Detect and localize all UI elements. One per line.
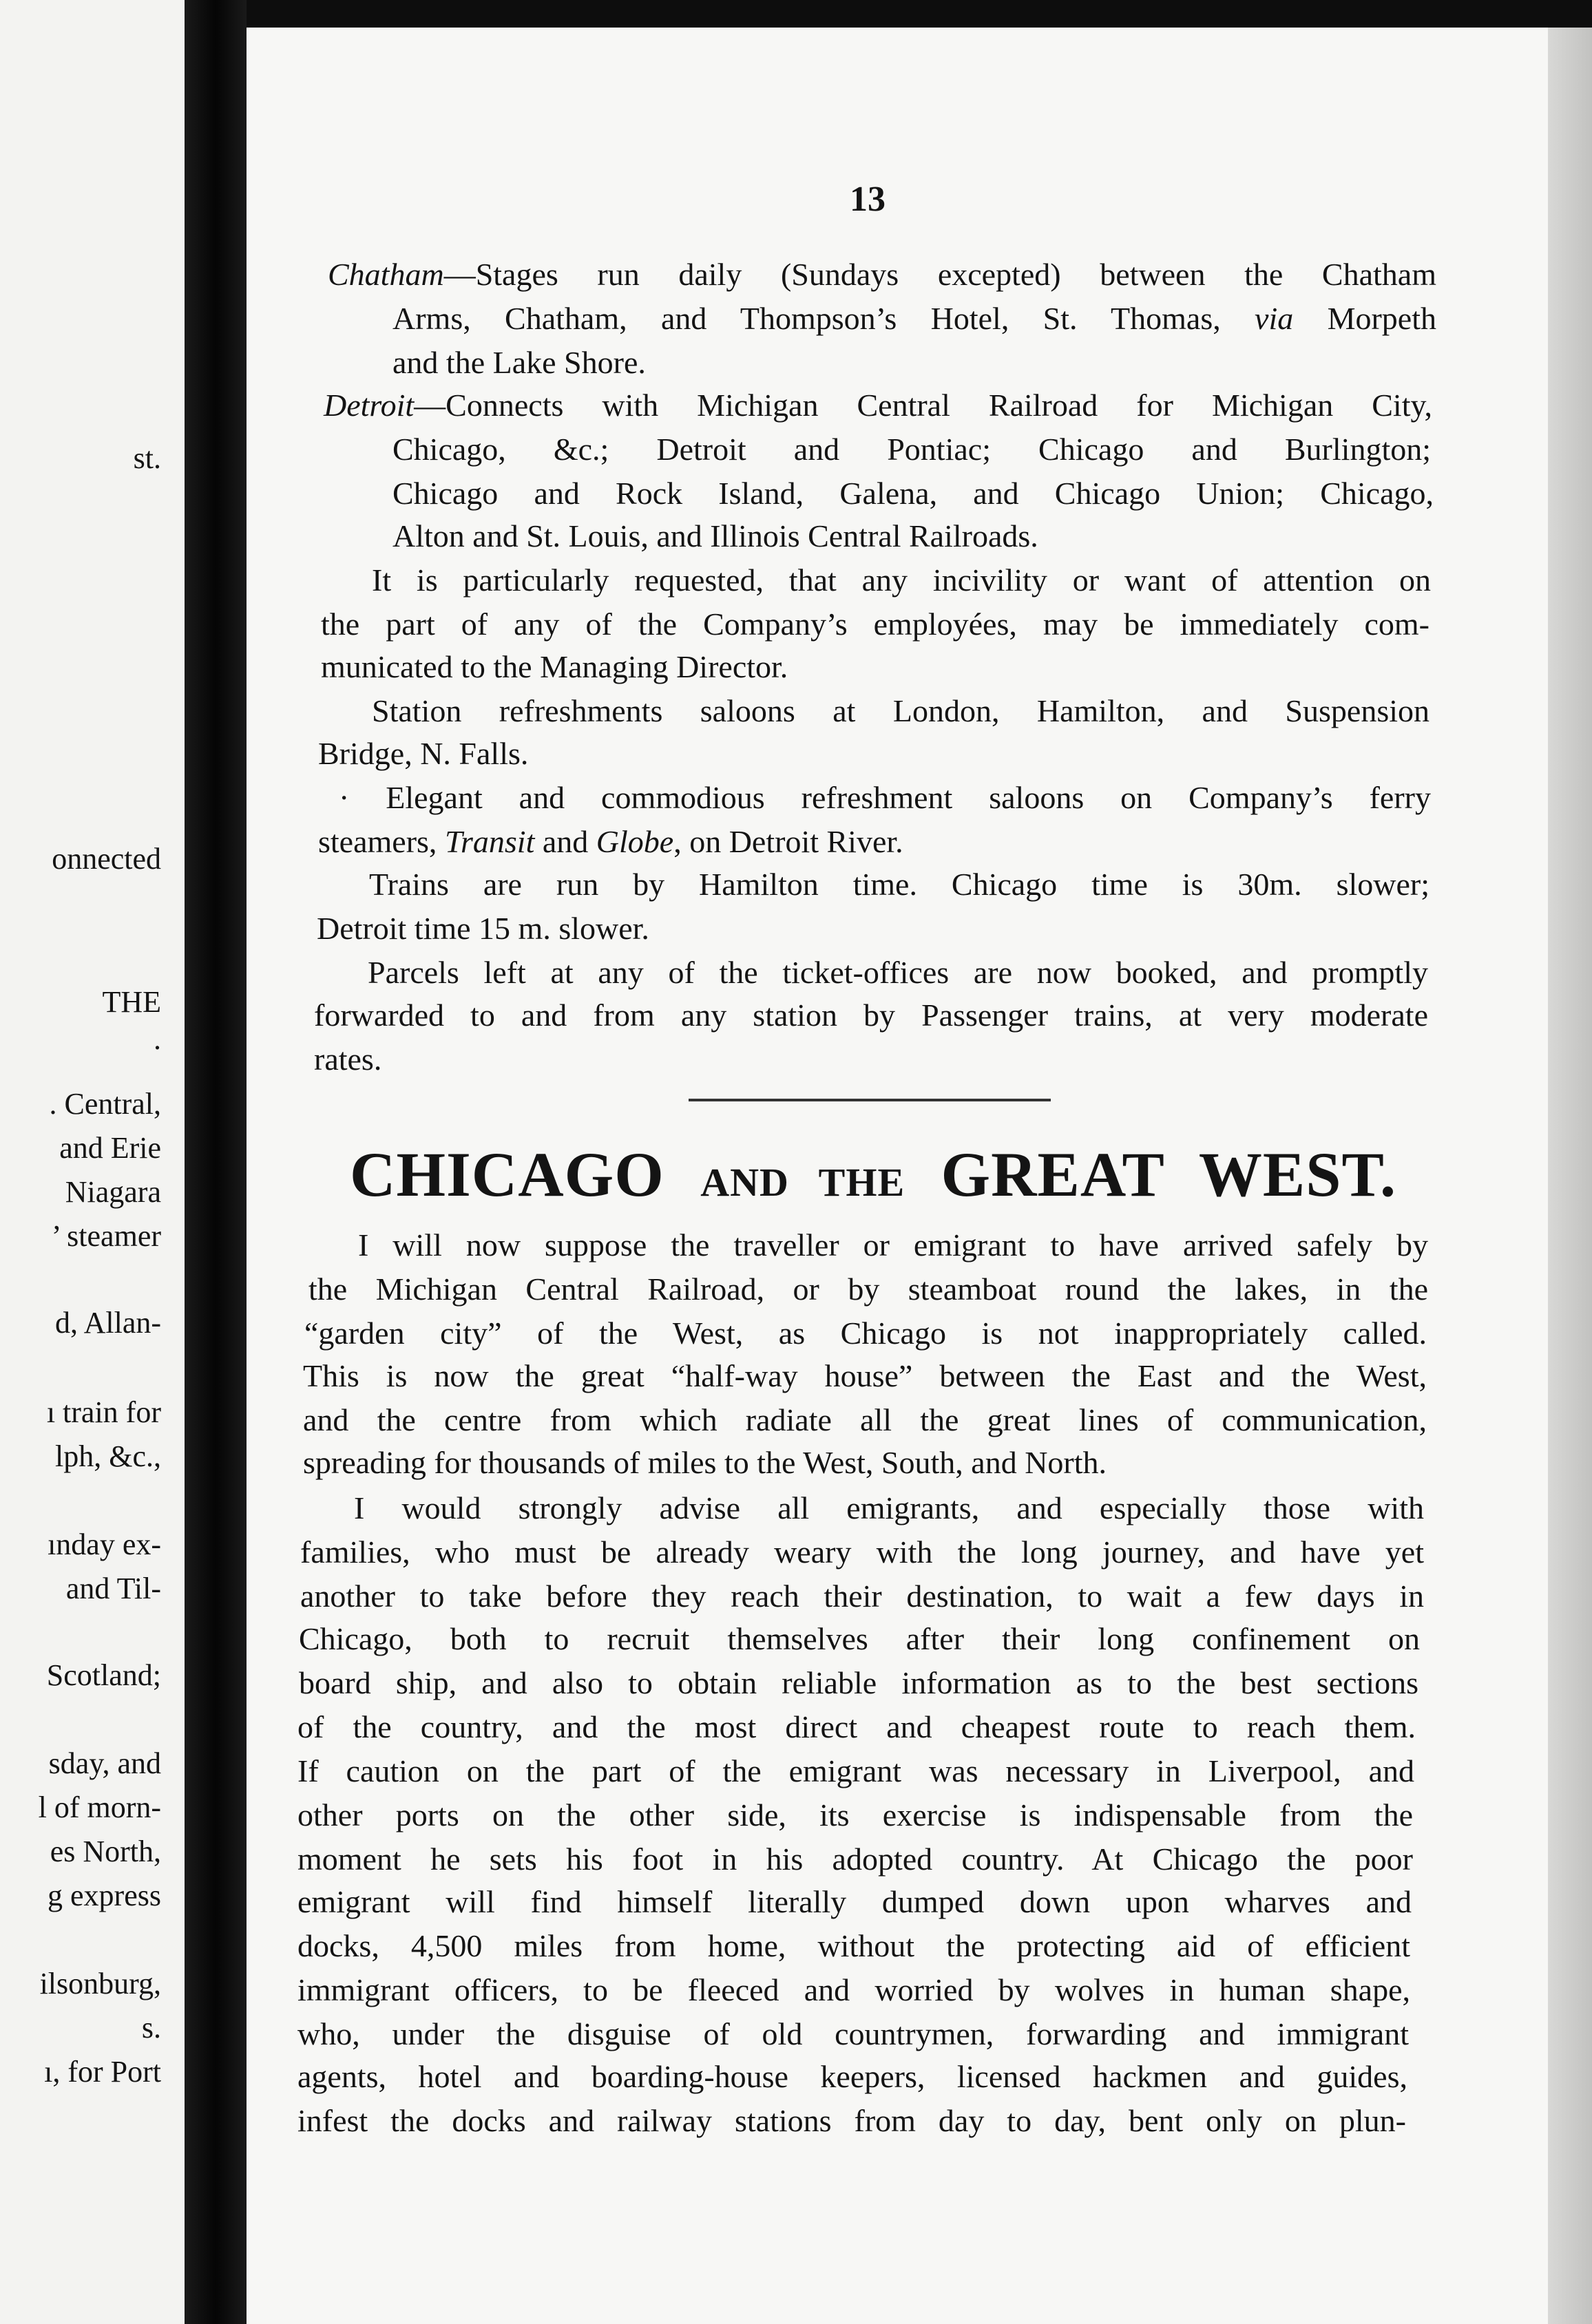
paragraph-line: moment he sets his foot in his adopted country. At Chicago the poor: [297, 1841, 1413, 1877]
paragraph-line: docks, 4,500 miles from home, without the protecting aid of efficient: [297, 1928, 1410, 1963]
left-fragment-line: g express: [48, 1879, 161, 1912]
paragraph-line: “garden city” of the West, as Chicago is not inappropriately called.: [304, 1316, 1427, 1351]
left-fragment-line: ı train for: [46, 1395, 161, 1429]
paragraph-line: the Michigan Central Railroad, or by steamboat round the lakes, in the: [308, 1271, 1428, 1307]
left-fragment-line: and Erie: [59, 1131, 161, 1165]
notice-line: Parcels left at any of the ticket-offices are now booked, and promptly: [368, 955, 1428, 990]
book-gutter: [185, 0, 247, 2324]
chatham-line-1: Chatham—Stages run daily (Sundays excepted) between the Chatham: [328, 257, 1436, 292]
notice-line: Station refreshments saloons at London, Hamilton, and Suspension: [372, 693, 1429, 728]
notice-line: the part of any of the Company’s employées, may be immediately com-: [321, 606, 1429, 642]
notice-line: It is particularly requested, that any incivility or want of attention on: [372, 562, 1431, 598]
chatham-label: Chatham: [328, 257, 444, 292]
notice-line: · Elegant and commodious refreshment saloons on Company’s ferry: [339, 780, 1431, 815]
paragraph-line: I would strongly advise all emigrants, and especially those with: [354, 1490, 1424, 1525]
left-fragment-line: ’ steamer: [51, 1219, 161, 1253]
section-divider: [689, 1099, 1051, 1101]
detroit-line-4: Alton and St. Louis, and Illinois Central Railroads.: [392, 518, 1038, 553]
notice-line: forwarded to and from any station by Passenger trains, at very moderate: [314, 997, 1428, 1033]
paragraph-line: who, under the disguise of old countrymen, forwarding and immigrant: [297, 2016, 1409, 2051]
chatham-line-3: and the Lake Shore.: [392, 345, 646, 380]
notice-line: Detroit time 15 m. slower.: [317, 911, 649, 946]
left-fragment-line: onnected: [52, 842, 161, 876]
chapter-heading: CHICAGO AND THE GREAT WEST.: [350, 1139, 1396, 1209]
detroit-line-2: Chicago, &c.; Detroit and Pontiac; Chicago and Burlington;: [392, 432, 1431, 467]
detroit-line-3: Chicago and Rock Island, Galena, and Chicago Union; Chicago,: [392, 476, 1434, 511]
detroit-label: Detroit: [324, 388, 415, 423]
paragraph-line: of the country, and the most direct and cheapest route to reach them.: [297, 1709, 1416, 1744]
page-number: 13: [850, 180, 886, 219]
paragraph-line: agents, hotel and boarding-house keepers, licensed hackmen and guides,: [297, 2059, 1407, 2094]
chatham-line-2: Arms, Chatham, and Thompson’s Hotel, St. Thomas, via Morpeth: [392, 301, 1436, 336]
paragraph-line: infest the docks and railway stations from day to day, bent only on plun-: [297, 2103, 1406, 2138]
left-fragment-line: l of morn-: [38, 1790, 161, 1824]
left-fragment-line: lph, &c.,: [55, 1439, 161, 1473]
left-fragment-line: Scotland;: [46, 1658, 161, 1692]
paragraph-line: spreading for thousands of miles to the West, South, and North.: [303, 1445, 1107, 1480]
left-page-fragment: [0, 0, 185, 2324]
left-fragment-line: ilsonburg,: [39, 1967, 161, 2000]
paragraph-line: If caution on the part of the emigrant was necessary in Liverpool, and: [297, 1753, 1414, 1788]
left-fragment-line: .: [154, 1022, 161, 1056]
paragraph-line: This is now the great “half-way house” between the East and the West,: [303, 1358, 1427, 1393]
left-fragment-line: ı, for Port: [44, 2055, 161, 2089]
left-fragment-line: sday, and: [48, 1746, 161, 1780]
notice-line: steamers, Transit and Globe, on Detroit River.: [318, 824, 903, 859]
left-fragment-line: d, Allan-: [55, 1306, 161, 1340]
paragraph-line: I will now suppose the traveller or emigrant to have arrived safely by: [358, 1227, 1428, 1263]
left-fragment-line: ınday ex-: [48, 1528, 161, 1561]
paragraph-line: families, who must be already weary with the long journey, and have yet: [300, 1534, 1424, 1570]
left-fragment-line: and Til-: [65, 1572, 161, 1605]
notice-line: Bridge, N. Falls.: [318, 736, 529, 771]
paragraph-line: another to take before they reach their destination, to wait a few days in: [300, 1578, 1424, 1614]
paragraph-line: board ship, and also to obtain reliable information as to the best sections: [299, 1665, 1418, 1700]
paragraph-line: other ports on the other side, its exercise is indispensable from the: [297, 1797, 1413, 1832]
paragraph-line: emigrant will find himself literally dumped down upon wharves and: [297, 1884, 1412, 1919]
left-fragment-line: Niagara: [65, 1175, 161, 1209]
notice-line: Trains are run by Hamilton time. Chicago time is 30m. slower;: [369, 867, 1429, 902]
left-fragment-line: THE: [102, 985, 161, 1019]
paragraph-line: Chicago, both to recruit themselves after their long confinement on: [299, 1621, 1420, 1656]
paragraph-line: immigrant officers, to be fleeced and worried by wolves in human shape,: [297, 1972, 1410, 2007]
left-fragment-line: st.: [133, 441, 161, 475]
left-fragment-line: s.: [141, 2011, 161, 2045]
left-fragment-line: . Central,: [49, 1087, 161, 1121]
notice-line: rates.: [314, 1042, 382, 1077]
notice-line: municated to the Managing Director.: [321, 649, 788, 684]
left-fragment-line: es North,: [50, 1835, 161, 1868]
paragraph-line: and the centre from which radiate all the great lines of communication,: [303, 1402, 1427, 1437]
page-edge: [1548, 28, 1592, 2324]
detroit-line-1: Detroit—Connects with Michigan Central Railroad for Michigan City,: [324, 388, 1432, 423]
